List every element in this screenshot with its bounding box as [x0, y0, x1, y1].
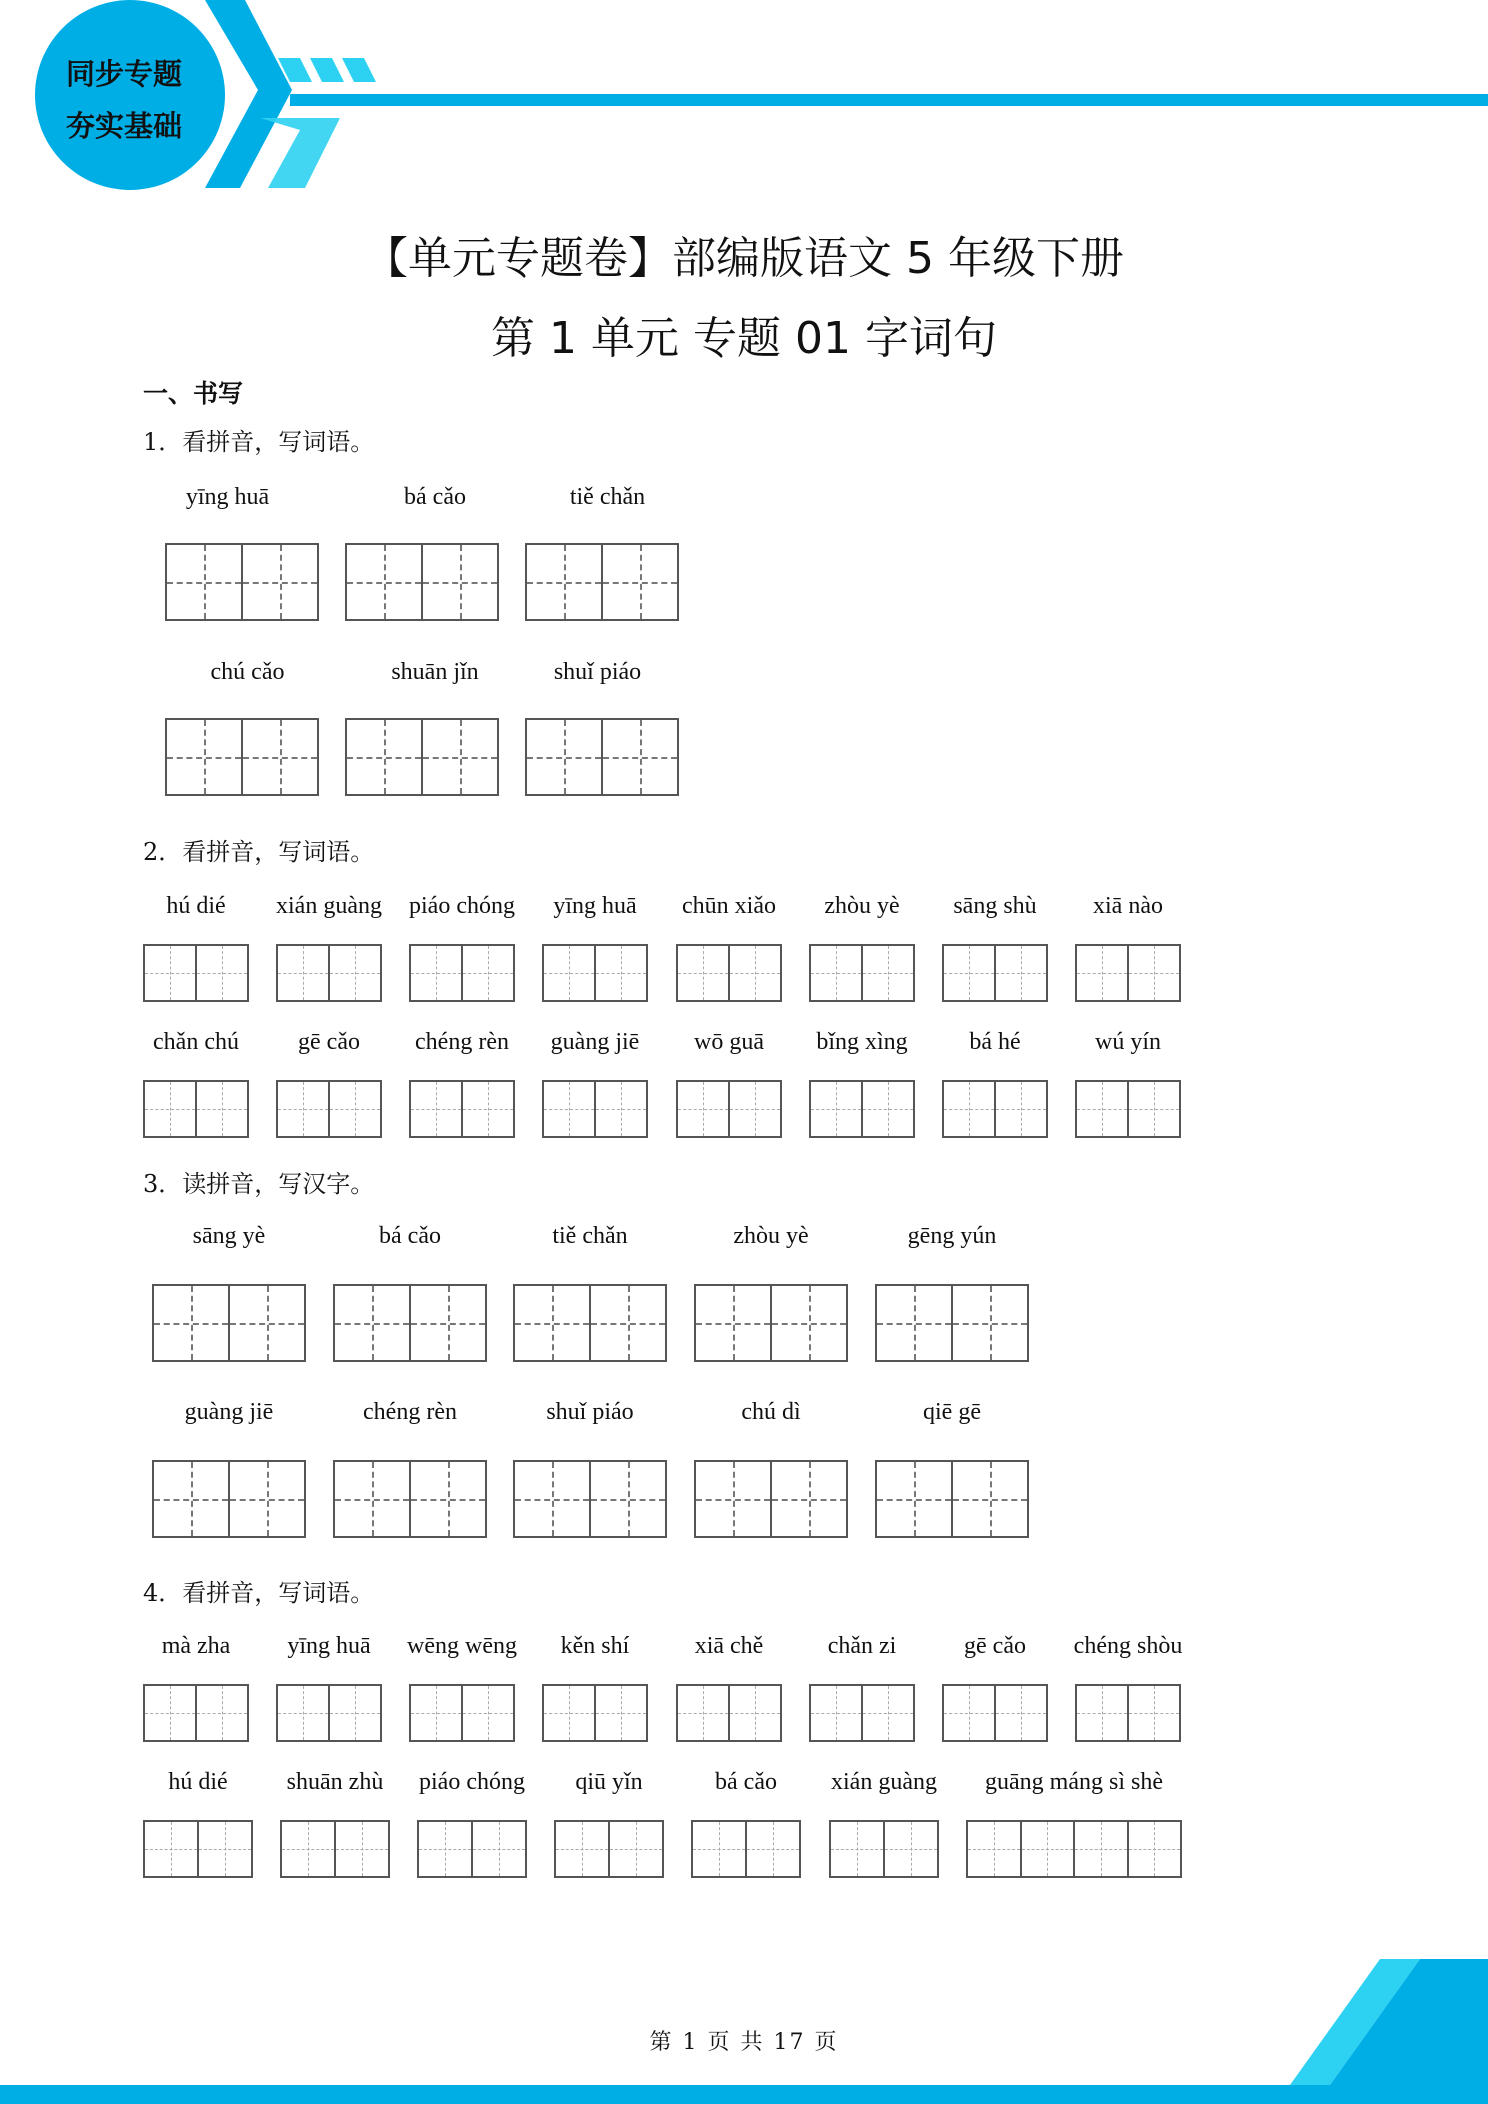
- pinyin-label: qiē gē: [923, 1399, 981, 1425]
- pinyin-label: chéng rèn: [415, 1029, 509, 1055]
- pinyin-label: guāng máng sì shè: [985, 1769, 1163, 1795]
- pinyin-label: shuǐ piáo: [553, 659, 642, 685]
- question-4-title: 4．看拼音，写词语。: [143, 1579, 375, 1607]
- question-3-title: 3．读拼音，写汉字。: [143, 1170, 375, 1198]
- pinyin-label: zhòu yè: [824, 893, 900, 919]
- pinyin-label: piáo chóng: [419, 1769, 525, 1795]
- writing-grid[interactable]: [875, 1284, 1029, 1362]
- pinyin-label: chūn xiǎo: [682, 893, 776, 919]
- pinyin-label: xiā nào: [1093, 893, 1163, 919]
- writing-grid[interactable]: [1075, 1080, 1181, 1138]
- pinyin-label: sāng yè: [192, 1223, 266, 1249]
- pinyin-label: wú yín: [1095, 1029, 1161, 1055]
- pinyin-label: chǎn zi: [827, 1633, 897, 1659]
- writing-grid[interactable]: [345, 718, 499, 796]
- writing-grid[interactable]: [554, 1820, 664, 1878]
- writing-grid[interactable]: [809, 1080, 915, 1138]
- pinyin-label: yīng huā: [185, 484, 270, 510]
- writing-grid[interactable]: [409, 1684, 515, 1742]
- page-title: 【单元专题卷】部编版语文 5 年级下册: [364, 233, 1124, 284]
- pinyin-label: chú cǎo: [210, 659, 285, 685]
- pinyin-label: xiā chě: [694, 1633, 764, 1659]
- pinyin-label: wō guā: [694, 1029, 764, 1055]
- writing-grid[interactable]: [809, 1684, 915, 1742]
- page-subtitle: 第 1 单元 专题 01 字词句: [491, 313, 997, 364]
- writing-grid[interactable]: [152, 1284, 306, 1362]
- writing-grid[interactable]: [542, 1080, 648, 1138]
- writing-grid[interactable]: [1075, 944, 1181, 1002]
- writing-grid[interactable]: [942, 1684, 1048, 1742]
- pinyin-label: chéng shòu: [1073, 1633, 1183, 1659]
- writing-grid[interactable]: [942, 1080, 1048, 1138]
- writing-grid[interactable]: [875, 1460, 1029, 1538]
- writing-grid[interactable]: [513, 1284, 667, 1362]
- writing-grid[interactable]: [165, 543, 319, 621]
- writing-grid[interactable]: [280, 1820, 390, 1878]
- pinyin-label: hú dié: [166, 893, 226, 919]
- pinyin-label: shuǐ piáo: [546, 1399, 634, 1425]
- pinyin-label: bá cǎo: [379, 1223, 441, 1249]
- pinyin-label: chǎn chú: [153, 1029, 239, 1055]
- writing-grid[interactable]: [409, 1080, 515, 1138]
- pinyin-label: yīng huā: [553, 893, 637, 919]
- writing-grid[interactable]: [676, 1080, 782, 1138]
- pinyin-label: gē cǎo: [298, 1029, 360, 1055]
- question-1-title: 1．看拼音，写词语。: [143, 428, 375, 456]
- page-number: 第 1 页 共 17 页: [649, 2030, 839, 2055]
- writing-grid[interactable]: [942, 944, 1048, 1002]
- pinyin-label: bǐng xìng: [816, 1029, 908, 1055]
- pinyin-label: bá cǎo: [404, 484, 466, 510]
- pinyin-label: bá hé: [969, 1029, 1021, 1055]
- writing-grid[interactable]: [809, 944, 915, 1002]
- pinyin-label: qiū yǐn: [575, 1769, 643, 1795]
- pinyin-label: xián guàng: [276, 893, 382, 919]
- pinyin-label: zhòu yè: [733, 1223, 809, 1249]
- writing-grid[interactable]: [143, 1820, 253, 1878]
- section-heading: 一、书写: [143, 379, 244, 408]
- writing-grid[interactable]: [694, 1460, 848, 1538]
- pinyin-label: chéng rèn: [363, 1399, 457, 1425]
- writing-grid[interactable]: [143, 1080, 249, 1138]
- writing-grid[interactable]: [542, 1684, 648, 1742]
- writing-grid[interactable]: [276, 1080, 382, 1138]
- writing-grid[interactable]: [409, 944, 515, 1002]
- writing-grid[interactable]: [676, 944, 782, 1002]
- writing-grid[interactable]: [676, 1684, 782, 1742]
- writing-grid[interactable]: [333, 1284, 487, 1362]
- pinyin-label: xián guàng: [831, 1769, 937, 1795]
- pinyin-label: gē cǎo: [964, 1633, 1026, 1659]
- badge-line-1: 同步专题: [65, 57, 182, 91]
- writing-grid[interactable]: [333, 1460, 487, 1538]
- writing-grid[interactable]: [143, 1684, 249, 1742]
- writing-grid[interactable]: [165, 718, 319, 796]
- writing-grid[interactable]: [345, 543, 499, 621]
- question-2-title: 2．看拼音，写词语。: [143, 838, 375, 866]
- pinyin-label: guàng jiē: [184, 1399, 274, 1425]
- writing-grid[interactable]: [276, 944, 382, 1002]
- pinyin-label: piáo chóng: [409, 893, 515, 919]
- writing-grid[interactable]: [525, 543, 679, 621]
- pinyin-label: shuān jǐn: [391, 659, 479, 685]
- pinyin-label: mà zha: [161, 1633, 231, 1659]
- pinyin-label: wēng wēng: [407, 1633, 517, 1659]
- writing-grid[interactable]: [525, 718, 679, 796]
- writing-grid[interactable]: [513, 1460, 667, 1538]
- pinyin-label: kěn shí: [560, 1633, 630, 1659]
- writing-grid[interactable]: [694, 1284, 848, 1362]
- pinyin-label: gēng yún: [907, 1223, 997, 1249]
- writing-grid[interactable]: [691, 1820, 801, 1878]
- writing-grid[interactable]: [276, 1684, 382, 1742]
- writing-grid[interactable]: [152, 1460, 306, 1538]
- writing-grid[interactable]: [417, 1820, 527, 1878]
- writing-grid[interactable]: [966, 1820, 1182, 1878]
- pinyin-label: yīng huā: [287, 1633, 371, 1659]
- badge-line-2: 夯实基础: [65, 109, 182, 143]
- pinyin-label: shuān zhù: [286, 1769, 384, 1795]
- pinyin-label: guàng jiē: [550, 1029, 640, 1055]
- writing-grid[interactable]: [143, 944, 249, 1002]
- writing-grid[interactable]: [1075, 1684, 1181, 1742]
- pinyin-label: bá cǎo: [715, 1769, 777, 1795]
- pinyin-label: tiě chǎn: [569, 484, 646, 510]
- pinyin-label: tiě chǎn: [552, 1223, 628, 1249]
- pinyin-label: sāng shù: [953, 893, 1037, 919]
- pinyin-label: chú dì: [741, 1399, 801, 1425]
- writing-grid[interactable]: [542, 944, 648, 1002]
- header-decoration: [0, 0, 1488, 200]
- writing-grid[interactable]: [829, 1820, 939, 1878]
- pinyin-label: hú dié: [168, 1769, 228, 1795]
